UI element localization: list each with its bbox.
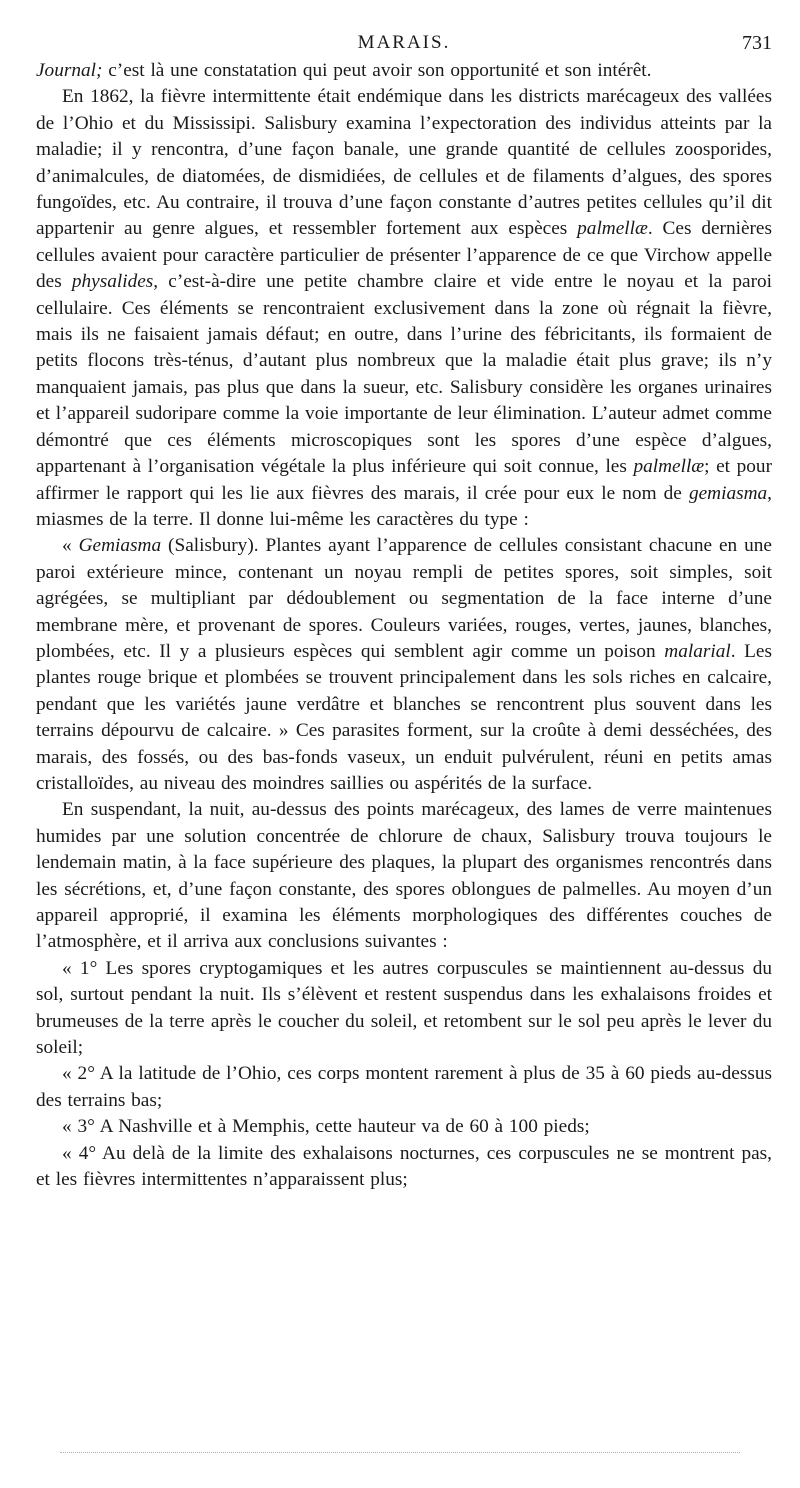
paragraph-salisbury-findings (36, 84, 772, 533)
text-run: « (62, 535, 79, 557)
text-run: , c’est-à-dire une petite chambre claire et vide entre le noyau et la paroi cellulaire. Ces éléments se rencontraient exclusivement dans la zone où régnait la fièvre, mais ils ne faisaient jamais défaut; en outre, dans l’urine des fébricitants, ils formaient de petits flocons très-ténus, d’autant plus nombreux que la maladie était plus grave; ils n’y manquaient jamais, pas plus que dans la sueur, etc. Salisbury considère les organes urinaires et l’appareil sudoripare comme la voie importante de leur élimination. L’auteur admet comme démontré que ces éléments microscopiques sont les spores d’une espèce d’algues, appartenant à l’organisation végétale la plus inférieure qui soit connue, les (36, 271, 772, 478)
book-page (36, 28, 772, 1193)
page-number: 731 (742, 32, 772, 54)
text-run: ; et pour affirmer le rapport qui les lie aux fièvres des marais, il crée pour eux le nom de (36, 456, 772, 504)
text-run: (Salisbury). Plantes ayant l’apparence de cellules consistant chacune en une paroi extérieure mince, contenant un noyau rempli de petites spores, soit simples, soit agrégées, se multipliant par dédoublement ou segmentation de la face interne d’une membrane mère, et provenant de spores. Couleurs variées, rouges, vertes, jaunes, blanches, plombées, etc. Il y a plusieurs espèces qui semblent agir comme un poison (36, 535, 772, 662)
italic-term: Journal; (36, 60, 103, 81)
page-header (36, 28, 772, 58)
conclusion-item-1 (36, 956, 772, 1062)
text-run: En 1862, la fièvre intermittente était endémique dans les districts marécageux des vallées de l’Ohio et du Mississipi. Salisbury examina l’expectoration des individus atteints par la maladie; il y rencontra, d’une façon banale, une grande quantité de cellules zoosporides, d’animalcules, de diatomées, de dismidiées, de cellules et de filaments d’algues, des spores fungoïdes, etc. Au contraire, il trouva d’une façon constante d’autres petites cellules qu’il dit appartenir au genre algues, et ressembler fortement aux espèces (36, 86, 772, 240)
body-text (36, 58, 772, 1193)
conclusion-item-2 (36, 1061, 772, 1114)
text-run: , miasmes de la terre. Il donne lui-même les caractères du type : (36, 482, 772, 530)
footer-dotted-rule (60, 1452, 740, 1453)
italic-term: physalides (71, 271, 154, 293)
italic-term: palmellæ (633, 456, 705, 478)
paragraph-continuation (36, 58, 772, 84)
text-run: c’est là une constatation qui peut avoir son opportunité et son intérêt. (102, 60, 652, 81)
text-run: « 1° Les spores cryptogamiques et les autres corpuscules se maintiennent au-dessus du sol, surtout pendant la nuit. Ils s’élèvent et restent suspendus dans les exhalaisons froides et brumeuses de la terre après le coucher du soleil, et retombent sur le sol peu après le lever du soleil; (36, 957, 772, 1059)
text-run: « 4° Au delà de la limite des exhalaisons nocturnes, ces corpuscules ne se montrent pas, et les fièvres intermittentes n’apparaissent plus; (36, 1142, 772, 1191)
conclusion-item-3 (36, 1114, 772, 1140)
paragraph-gemiasma-definition (36, 533, 772, 797)
text-run: . Ces dernières cellules avaient pour caractère particulier de présenter l’apparence de ce que Virchow appelle des (36, 218, 772, 293)
running-title: MARAIS. (357, 32, 451, 53)
italic-term: Gemiasma (78, 535, 162, 557)
italic-term: gemiasma (688, 482, 768, 504)
conclusion-item-4 (36, 1141, 772, 1194)
text-run: « 2° A la latitude de l’Ohio, ces corps montent rarement à plus de 35 à 60 pieds au-dessus des terrains bas; (36, 1063, 772, 1111)
italic-term: palmellæ (577, 218, 648, 240)
paragraph-glass-plates-experiment (36, 797, 772, 955)
text-run: « 3° A Nashville et à Memphis, cette hauteur va de 60 à 100 pieds; (62, 1116, 590, 1138)
text-run: En suspendant, la nuit, au-dessus des points marécageux, des lames de verre maintenues humides par une solution concentrée de chlorure de chaux, Salisbury trouva toujours le lendemain matin, à la face supérieure des plaques, la plupart des organismes rencontrés dans les sécrétions, et, d’une façon constante, des spores oblongues de palmelles. Au moyen d’un appareil approprié, il examina les éléments morphologiques des différentes couches de l’atmosphère, et il arriva aux conclusions suivantes : (36, 799, 772, 953)
italic-term: malarial (664, 640, 731, 662)
text-run: . Les plantes rouge brique et plombées se trouvent principalement dans les sols riches en calcaire, pendant que les variétés jaune verdâtre et blanches se rencontrent plus souvent dans les terrains dépourvu de calcaire. » Ces parasites forment, sur la croûte à demi desséchées, des marais, des fossés, ou des bas-fonds vaseux, un enduit pulvérulent, réuni en petits amas cristalloïdes, au niveau des moindres saillies ou aspérités de la surface. (36, 640, 772, 794)
